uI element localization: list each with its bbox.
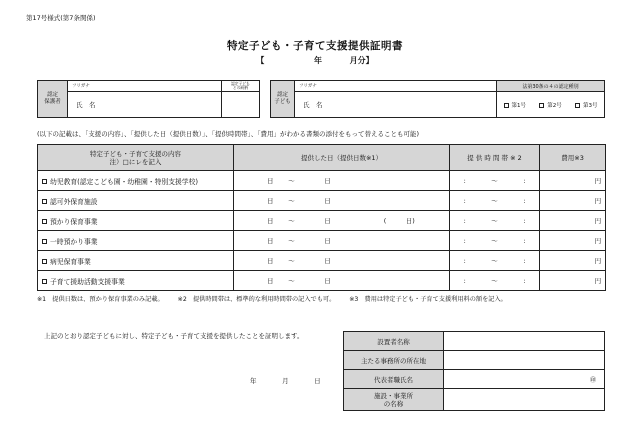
time-end[interactable]: : [510,171,540,191]
day-start[interactable]: 日 [234,211,278,231]
guardian-label: 認定 保護者 [38,81,68,118]
service-name[interactable] [38,231,234,251]
child-furigana-label: フリガナ [295,81,331,92]
child-name-label: 氏 名 [295,92,331,118]
time-start[interactable]: : [450,271,480,291]
checkbox-icon [575,103,580,108]
checkbox-icon[interactable] [42,199,47,204]
checkbox-icon [504,103,509,108]
representative-label: 代表者職氏名 [344,370,444,389]
fee-field[interactable]: 円 [540,211,606,231]
service-row [38,171,606,191]
fee-field[interactable]: 円 [540,271,606,291]
checkbox-icon[interactable] [42,239,47,244]
certification-statement: 上記のとおり認定子どもに対し、特定子ども・子育て支援を提供したことを証明します。 [44,332,304,340]
header-content: 特定子ども・子育て支援の内容 注）□にレを記入 [38,145,234,171]
child-furigana-field[interactable] [331,81,497,92]
page-title: 特定子ども・子育て支援提供証明書 [227,40,403,52]
day-end[interactable]: 日 [306,251,350,271]
service-label: 子育て援助活動支援事業 [50,277,125,286]
day-start[interactable]: 日 [234,271,278,291]
fee-field[interactable]: 円 [540,171,606,191]
fee-field[interactable]: 円 [540,251,606,271]
time-tilde[interactable]: 〜 [480,231,510,251]
day-end[interactable]: 日 [306,211,350,231]
day-count[interactable] [350,171,450,191]
services-table [37,144,606,291]
provider-table [343,331,605,411]
checkbox-icon[interactable] [42,279,47,284]
time-start[interactable]: : [450,251,480,271]
child-label: 認定 子ども [271,81,295,118]
day-tilde[interactable]: 〜 [278,271,306,291]
footnote-1: ※1 提供日数は、預かり保育事業のみ記載。 [37,296,164,303]
guardian-table [37,80,260,118]
installer-label: 設置者名称 [344,332,444,351]
date-day: 日 [314,377,321,385]
day-start[interactable]: 日 [234,171,278,191]
guardian-furigana-label: フリガナ [68,81,104,92]
period-open: 【 [256,56,265,65]
instruction-text: (以下の記載は、「支援の内容」、「提供した日（提供日数）」、「提供時間帯」、「費用」がわかる書類の添付をもって替えることも可能) [37,130,420,138]
checkbox-icon [539,103,544,108]
day-end[interactable]: 日 [306,231,350,251]
seal-icon: ㊞ [589,376,596,384]
service-label: 認可外保育施設 [50,197,98,206]
checkbox-icon[interactable] [42,179,47,184]
cert-type-header: 法第30条の４の認定種別 [497,81,605,92]
day-end[interactable]: 日 [306,191,350,211]
fee-field[interactable]: 円 [540,191,606,211]
service-name[interactable] [38,211,234,231]
service-label: 病児保育事業 [50,257,91,266]
day-start[interactable]: 日 [234,191,278,211]
time-end[interactable]: : [510,271,540,291]
time-end[interactable]: : [510,251,540,271]
service-row [38,231,606,251]
service-name[interactable] [38,191,234,211]
child-name-field[interactable] [331,92,497,118]
office-field[interactable] [444,351,605,370]
header-days: 提供した日（提供日数※1） [234,145,450,171]
period-line [0,55,630,66]
header-time: 提 供 時 間 帯 ※ 2 [450,145,540,171]
relation-label: 認定子ども との続柄 [222,81,260,92]
day-tilde[interactable]: 〜 [278,191,306,211]
service-row [38,191,606,211]
time-tilde[interactable]: 〜 [480,251,510,271]
installer-field[interactable] [444,332,605,351]
guardian-name-field[interactable] [104,92,222,118]
service-row [38,211,606,231]
day-tilde[interactable]: 〜 [278,231,306,251]
office-label: 主たる事務所の所在地 [344,351,444,370]
time-end[interactable]: : [510,231,540,251]
day-end[interactable]: 日 [306,171,350,191]
cert-option-3[interactable]: 第3号 [569,92,605,118]
service-row [38,271,606,291]
footnote-3: ※3 費用は特定子ども・子育て支援利用料の額を記入。 [349,296,507,303]
time-tilde[interactable]: 〜 [480,191,510,211]
time-start[interactable]: : [450,191,480,211]
form-number: 第17号様式(第7条関係) [26,14,96,22]
day-end[interactable]: 日 [306,271,350,291]
time-start[interactable]: : [450,231,480,251]
cert-option-1[interactable]: 第1号 [497,92,533,118]
day-tilde[interactable]: 〜 [278,211,306,231]
guardian-furigana-field[interactable] [104,81,222,92]
day-tilde[interactable]: 〜 [278,251,306,271]
time-tilde[interactable]: 〜 [480,171,510,191]
time-tilde[interactable]: 〜 [480,211,510,231]
service-label: 幼児教育(認定こども園・幼稚園・特別支援学校) [50,177,199,186]
child-table [270,80,605,118]
facility-label: 施設・事業所 の名称 [344,389,444,411]
cert-option-2[interactable]: 第2号 [533,92,569,118]
service-label: 預かり保育事業 [50,217,98,226]
facility-field[interactable] [444,389,605,411]
service-row [38,251,606,271]
service-name[interactable] [38,251,234,271]
time-end[interactable]: : [510,211,540,231]
representative-field[interactable] [444,370,605,389]
day-count[interactable] [350,231,450,251]
header-fee: 費用※3 [540,145,606,171]
day-count[interactable] [350,191,450,211]
footnotes [37,294,519,303]
service-name[interactable] [38,171,234,191]
time-tilde[interactable]: 〜 [480,271,510,291]
date-line [250,376,344,385]
time-start[interactable]: : [450,211,480,231]
date-year: 年 [250,377,257,385]
day-start[interactable]: 日 [234,251,278,271]
day-start[interactable]: 日 [234,231,278,251]
day-count[interactable]: ( 日) [350,211,450,231]
footnote-2: ※2 提供時間帯は、標準的な利用時間帯の記入でも可。 [177,296,336,303]
day-count[interactable] [350,271,450,291]
relation-field[interactable] [222,92,260,118]
period-month: 月分】 [349,56,374,65]
day-tilde[interactable]: 〜 [278,171,306,191]
date-month: 月 [282,377,289,385]
time-end[interactable]: : [510,191,540,211]
service-label: 一時預かり事業 [50,237,98,246]
guardian-name-label: 氏 名 [68,92,104,118]
fee-field[interactable]: 円 [540,231,606,251]
checkbox-icon[interactable] [42,219,47,224]
day-count[interactable] [350,251,450,271]
checkbox-icon[interactable] [42,259,47,264]
time-start[interactable]: : [450,171,480,191]
service-name[interactable] [38,271,234,291]
period-year: 年 [314,56,322,65]
